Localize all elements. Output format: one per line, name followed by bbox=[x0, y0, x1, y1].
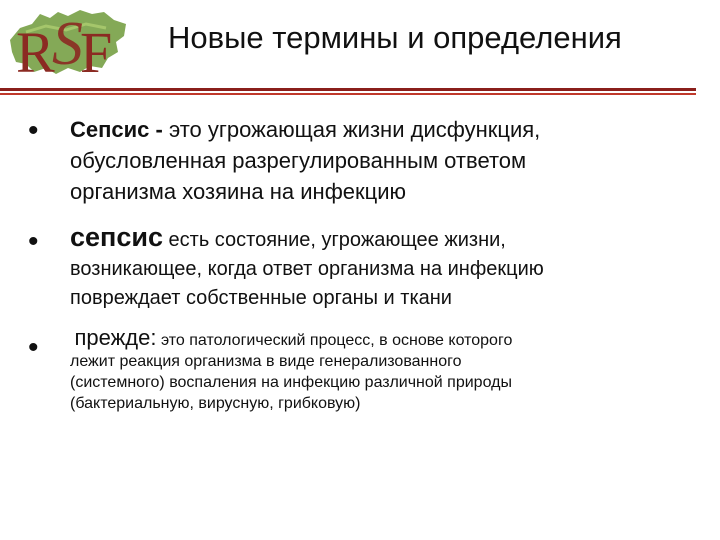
bullet-list bbox=[28, 106, 688, 414]
logo-r: R bbox=[16, 20, 55, 84]
bullet-line: прежде: это патологический процесс, в основе которого bbox=[74, 325, 513, 350]
title-underline bbox=[0, 88, 696, 95]
bullet-line: повреждает собственные органы и ткани bbox=[70, 287, 452, 309]
term-label: прежде: bbox=[74, 325, 157, 350]
bullet-line: (системного) воспаления на инфекцию различной природы bbox=[70, 374, 512, 391]
bullet-item-sepsis-definition bbox=[28, 114, 688, 207]
bullet-dot-icon: • bbox=[28, 114, 39, 147]
bullet-line: Сепсис - это угрожающая жизни дисфункция, bbox=[70, 117, 541, 142]
bullet-dot-icon: • bbox=[28, 331, 39, 364]
logo-s: S bbox=[52, 10, 83, 78]
bullet-line: организма хозяина на инфекцию bbox=[70, 179, 407, 204]
bullet-line: обусловленная разрегулированным ответом bbox=[70, 148, 527, 173]
bullet-dot-icon: • bbox=[28, 225, 39, 258]
term-label: сепсис bbox=[70, 222, 163, 252]
rsf-logo bbox=[6, 6, 130, 84]
bullet-item-previous-definition bbox=[28, 327, 688, 414]
bullet-line: (бактериальную, вирусную, грибковую) bbox=[70, 395, 361, 412]
bullet-line: возникающее, когда ответ организма на инфекцию bbox=[70, 258, 544, 280]
logo-f: F bbox=[80, 20, 113, 84]
bullet-line: лежит реакция организма в виде генерализованного bbox=[70, 353, 462, 370]
bullet-item-sepsis-state bbox=[28, 223, 688, 313]
slide-title: Новые термины и определения bbox=[168, 20, 622, 55]
bullet-line: сепсис есть состояние, угрожающее жизни, bbox=[70, 222, 506, 252]
term-label: Сепсис - bbox=[70, 117, 163, 142]
